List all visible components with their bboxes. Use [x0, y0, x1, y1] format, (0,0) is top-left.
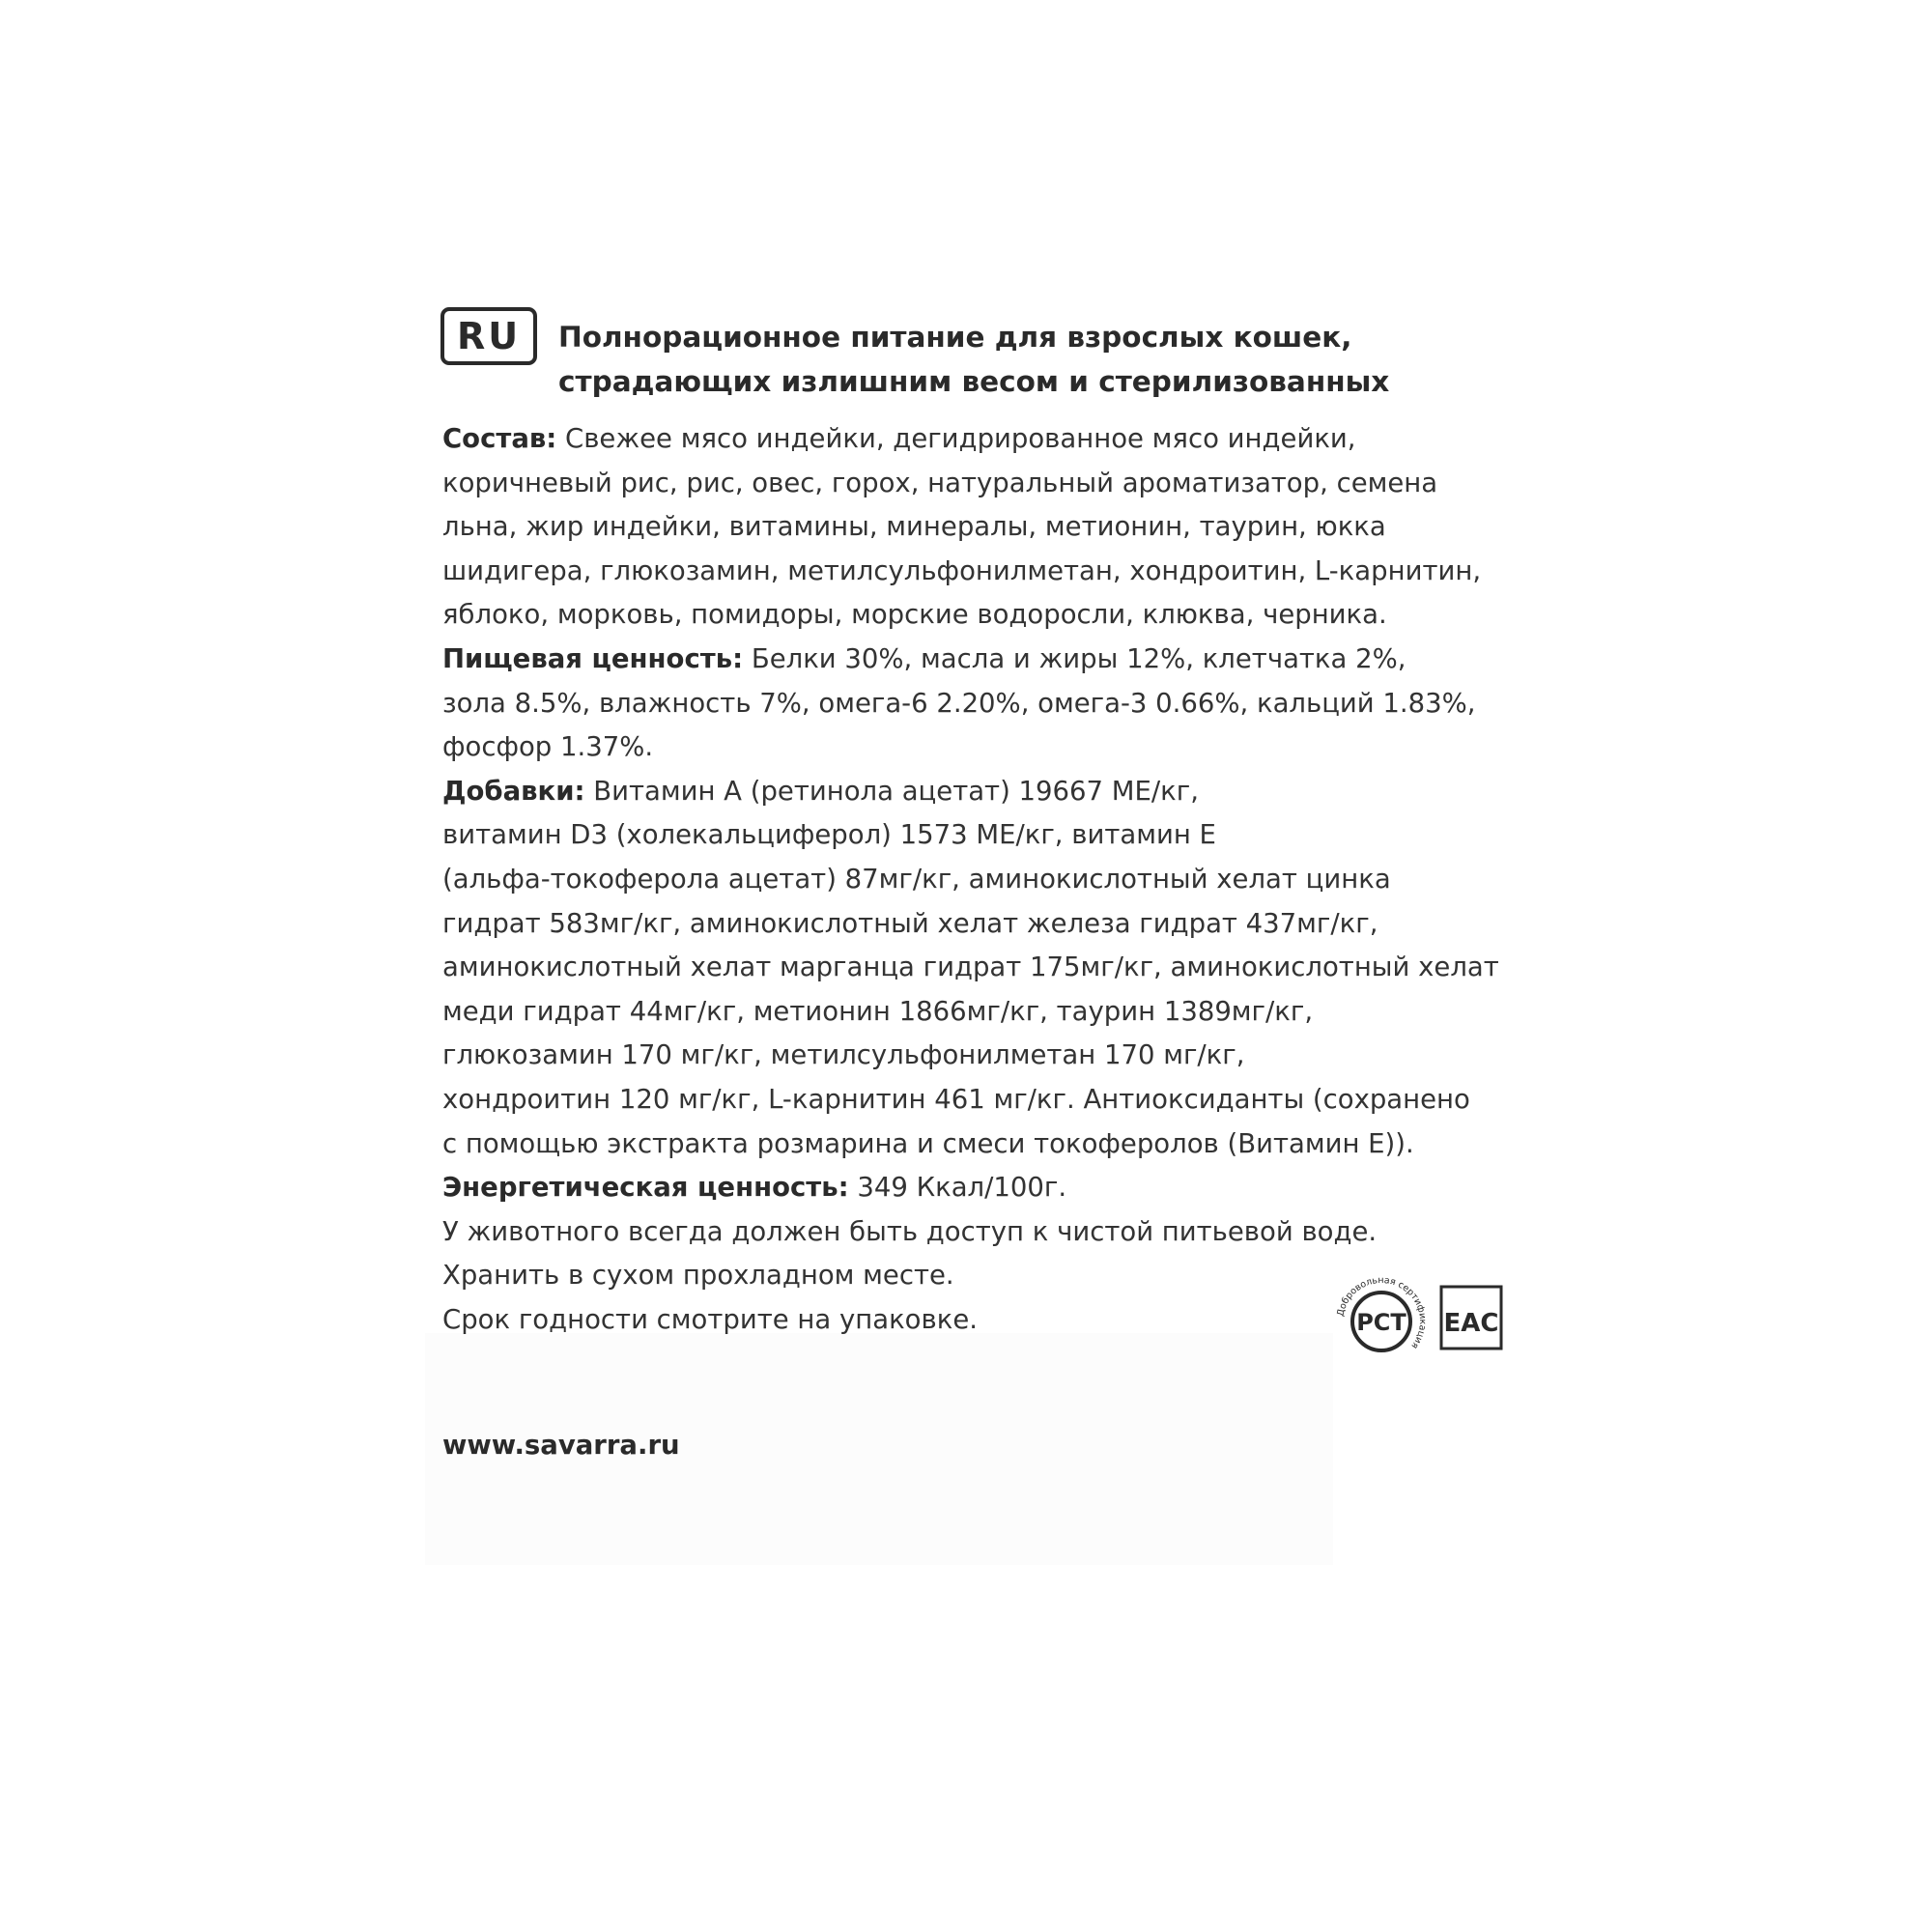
additives-line: (альфа-токоферола ацетат) 87мг/кг, аминокислотный хелат цинка [442, 863, 1391, 895]
title-line: страдающих излишним весом и стерилизованных [558, 365, 1390, 398]
composition-line: льна, жир индейки, витамины, минералы, метионин, таурин, юкка [442, 511, 1386, 543]
nutrition-label: Пищевая ценность: [442, 642, 744, 674]
additives-line: хондроитин 120 мг/кг, L-карнитин 461 мг/кг. Антиоксиданты (сохранено [442, 1083, 1470, 1115]
cert-mark-text: РСТ [1356, 1309, 1406, 1336]
nutrition-line: фосфор 1.37%. [442, 731, 654, 763]
energy-label: Энергетическая ценность: [442, 1172, 849, 1204]
additives-line: глюкозамин 170 мг/кг, метилсульфонилметан 170 мг/кг, [442, 1039, 1245, 1071]
label-body [442, 417, 1544, 1342]
nutrition-line: Пищевая ценность: Белки 30%, масла и жиры 12%, клетчатка 2%, [442, 642, 1406, 674]
product-title [558, 315, 1524, 404]
composition-line: шидигера, глюкозамин, метилсульфонилметан, хондроитин, L-карнитин, [442, 554, 1482, 586]
additives-line: меди гидрат 44мг/кг, метионин 1866мг/кг, таурин 1389мг/кг, [442, 995, 1314, 1027]
composition-line: коричневый рис, рис, овес, горох, натуральный ароматизатор, семена [442, 467, 1438, 498]
additives-line: витамин D3 (холекальциферол) 1573 МЕ/кг, витамин Е [442, 819, 1216, 851]
additives-line: аминокислотный хелат марганца гидрат 175мг/кг, аминокислотный хелат [442, 952, 1499, 983]
composition-line: Состав: Свежее мясо индейки, дегидрированное мясо индейки, [442, 423, 1356, 454]
title-line: Полнорационное питание для взрослых кошек, [558, 321, 1352, 354]
language-badge: RU [440, 307, 537, 365]
additives-label: Добавки: [442, 775, 585, 807]
cert-ring-text: Добровольная сертификация [1335, 1274, 1429, 1351]
energy-line: Энергетическая ценность: 349 Ккал/100г. [442, 1172, 1067, 1204]
composition-label: Состав: [442, 423, 557, 454]
eac-mark-text: EAC [1443, 1309, 1499, 1338]
eac-mark-icon [1439, 1285, 1503, 1350]
additives-line: с помощью экстракта розмарина и смеси токоферолов (Витамин Е)). [442, 1127, 1414, 1159]
nutrition-line: зола 8.5%, влажность 7%, омега-6 2.20%, омега-3 0.66%, кальций 1.83%, [442, 687, 1476, 719]
rst-certification-icon [1333, 1273, 1430, 1370]
expiry-note: Срок годности смотрите на упаковке. [442, 1303, 978, 1335]
water-note: У животного всегда должен быть доступ к чистой питьевой воде. [442, 1215, 1378, 1247]
website-link[interactable]: www.savarra.ru [442, 1430, 680, 1461]
storage-note: Хранить в сухом прохладном месте. [442, 1260, 954, 1292]
additives-line: Добавки: Витамин А (ретинола ацетат) 19667 МЕ/кг, [442, 775, 1199, 807]
composition-line: яблоко, морковь, помидоры, морские водоросли, клюква, черника. [442, 599, 1387, 631]
additives-line: гидрат 583мг/кг, аминокислотный хелат железа гидрат 437мг/кг, [442, 907, 1378, 939]
